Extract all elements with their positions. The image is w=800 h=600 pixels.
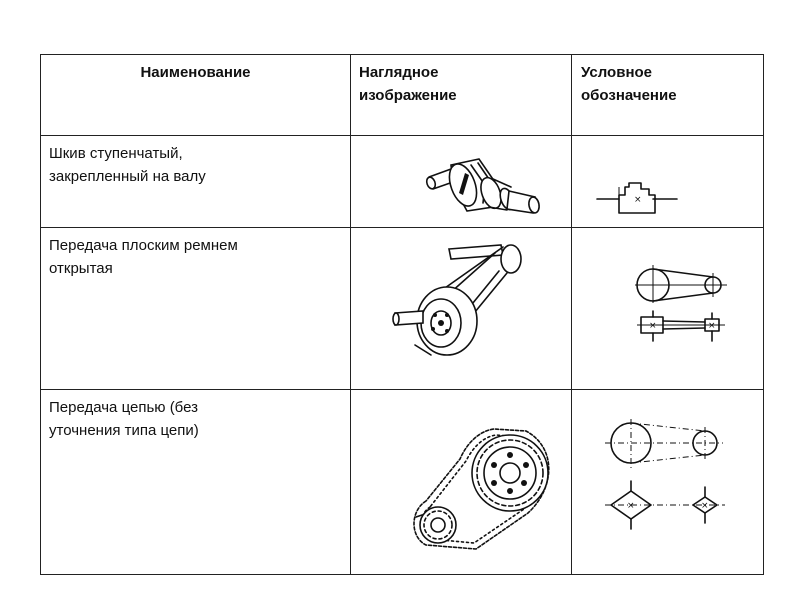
row-1-name (49, 142, 339, 188)
row-2-name-line2: открытая (49, 260, 113, 277)
header-symbol (581, 61, 761, 107)
cross-mark: × (708, 321, 716, 331)
row-divider (41, 135, 763, 136)
chain-drive-symbol (601, 417, 741, 537)
row-1-name-line1: Шкив ступенчатый, (49, 145, 183, 162)
row-2-name-line1: Передача плоским ремнем (49, 237, 238, 254)
flat-belt-drive-symbol (629, 255, 749, 355)
symbols-table (40, 54, 764, 575)
row-divider (41, 389, 763, 390)
header-symbol-line2: обозначение (581, 87, 677, 104)
row-3-name-line1: Передача цепью (без (49, 399, 198, 416)
column-divider (350, 55, 351, 574)
cross-mark: × (634, 195, 642, 205)
chain-drive-drawing (406, 417, 566, 565)
column-divider (571, 55, 572, 574)
header-name: Наименование (140, 64, 251, 81)
header-symbol-line1: Условное (581, 64, 653, 81)
header-visual (359, 61, 569, 107)
cross-mark: × (627, 501, 635, 511)
cross-mark: × (701, 501, 709, 511)
header-visual-line2: изображение (359, 87, 457, 104)
row-1-name-line2: закрепленный на валу (49, 168, 206, 185)
row-divider (41, 227, 763, 228)
open-flat-belt-drive-drawing (391, 241, 551, 359)
stepped-pulley-on-shaft-drawing (423, 155, 543, 221)
stepped-pulley-symbol (593, 173, 683, 223)
row-2-name (49, 234, 339, 280)
row-3-name-line2: уточнения типа цепи) (49, 422, 199, 439)
row-3-name (49, 396, 339, 442)
cross-mark: × (649, 321, 657, 331)
header-visual-line1: Наглядное (359, 64, 439, 81)
